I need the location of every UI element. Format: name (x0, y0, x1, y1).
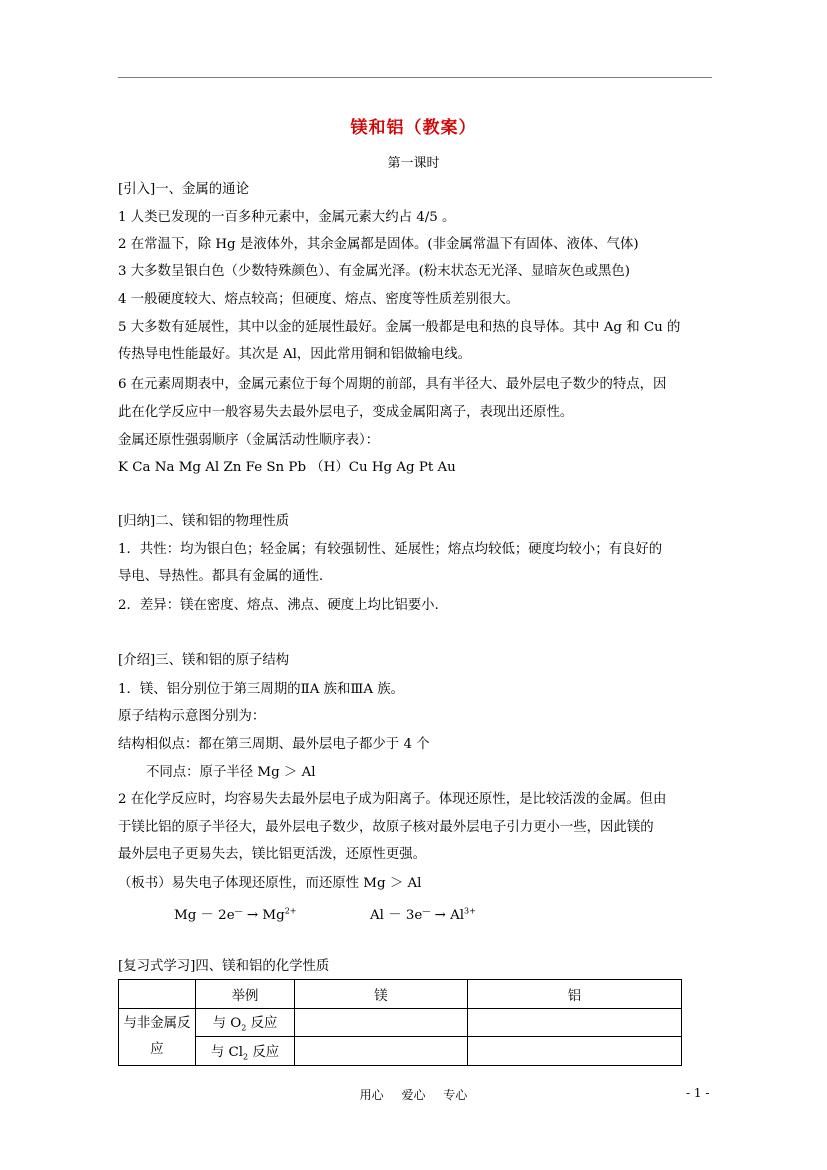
table-header-row (119, 980, 682, 1009)
paragraph: 3 大多数呈银白色（少数特殊颜色）、有金属光泽。(粉末状态无光泽、显暗灰色或黑色) (118, 264, 630, 279)
table-cell-al (468, 1009, 682, 1037)
paragraph: 2 在常温下，除 Hg 是液体外，其余金属都是固体。(非金属常温下有固体、液体、气体) (118, 237, 639, 252)
section-physical-heading: [归纳]二、镁和铝的物理性质 (118, 514, 290, 529)
table-cell-mg (295, 1009, 468, 1037)
chemical-properties-table (118, 979, 682, 1066)
section-structure-heading: [介绍]三、镁和铝的原子结构 (118, 653, 290, 668)
lesson-subtitle: 第一课时 (387, 156, 440, 171)
table-header-cell: 铝 (468, 980, 682, 1009)
paragraph: 原子结构示意图分别为： (118, 709, 266, 724)
paragraph: 不同点：原子半径 Mg ＞ Al (146, 765, 316, 780)
paragraph: 6 在元素周期表中，金属元素位于每个周期的前部，具有半径大、最外层电子数少的特点，因 (118, 377, 667, 392)
paragraph: 5 大多数有延展性，其中以金的延展性最好。金属一般都是电和热的良导体。其中 Ag 和 Cu 的 (118, 320, 681, 335)
table-cell-example: 与 $O_2$ 反应 (196, 1009, 295, 1037)
table-header-cell: 镁 (295, 980, 468, 1009)
paragraph: 最外层电子更易失去，镁比铝更活泼，还原性更强。 (118, 847, 426, 862)
table-cell-mg (295, 1037, 468, 1066)
section-intro-heading: [引入]一、金属的通论 (118, 182, 249, 197)
page-number: - 1 - (686, 1086, 710, 1100)
table-header-cell (119, 980, 196, 1009)
table-group-label: 与非金属反应 (119, 1009, 196, 1066)
paragraph: 4 一般硬度较大、熔点较高；但硬度、熔点、密度等性质差别很大。 (118, 292, 520, 307)
mg-ionization-equation: $Mg - 2e^— \to Mg^{2+}$ (174, 906, 297, 923)
metal-activity-series: K Ca Na Mg Al Zn Fe Sn Pb （H）Cu Hg Ag Pt Au (118, 460, 456, 475)
section-chemical-heading: [复习式学习]四、镁和铝的化学性质 (118, 959, 330, 974)
table-row (119, 1009, 682, 1037)
paragraph: 2 在化学反应时，均容易失去最外层电子成为阳离子。体现还原性，是比较活泼的金属。但由 (118, 792, 667, 807)
paragraph: 导电、导热性。都具有金属的通性. (118, 569, 324, 584)
paragraph: 结构相似点：都在第三周期、最外层电子都少于 4 个 (118, 737, 430, 752)
table-cell-al (468, 1037, 682, 1066)
paragraph: 1 人类已发现的一百多种元素中，金属元素大约占 4/5 。 (118, 210, 456, 225)
paragraph: 1．共性：均为银白色；轻金属；有较强韧性、延展性；熔点均较低；硬度均较小；有良好的 (118, 542, 663, 557)
header-rule (118, 77, 712, 78)
al-ionization-equation: $Al - 3e^— \to Al^{3+}$ (370, 906, 476, 923)
table-cell-example: 与 $Cl_2$ 反应 (196, 1037, 295, 1066)
board-note: （板书）易失电子体现还原性，而还原性 Mg ＞ Al (118, 876, 422, 891)
table-row (119, 1037, 682, 1066)
paragraph: 传热导电性能最好。其次是 Al，因此常用铜和铝做输电线。 (118, 347, 471, 362)
page-footer: 用心 爱心 专心 (359, 1088, 468, 1102)
paragraph: 金属还原性强弱顺序（金属活动性顺序表）： (118, 433, 380, 448)
document-title: 镁和铝（教案） (350, 118, 477, 138)
paragraph: 1．镁、铝分别位于第三周期的ⅡA 族和ⅢA 族。 (118, 682, 405, 697)
table-header-cell: 举例 (196, 980, 295, 1009)
paragraph: 2．差异：镁在密度、熔点、沸点、硬度上均比铝要小. (118, 598, 439, 613)
paragraph: 此在化学反应中一般容易失去最外层电子，变成金属阳离子，表现出还原性。 (118, 405, 574, 420)
paragraph: 于镁比铝的原子半径大，最外层电子数少，故原子核对最外层电子引力更小一些，因此镁的 (118, 820, 654, 835)
